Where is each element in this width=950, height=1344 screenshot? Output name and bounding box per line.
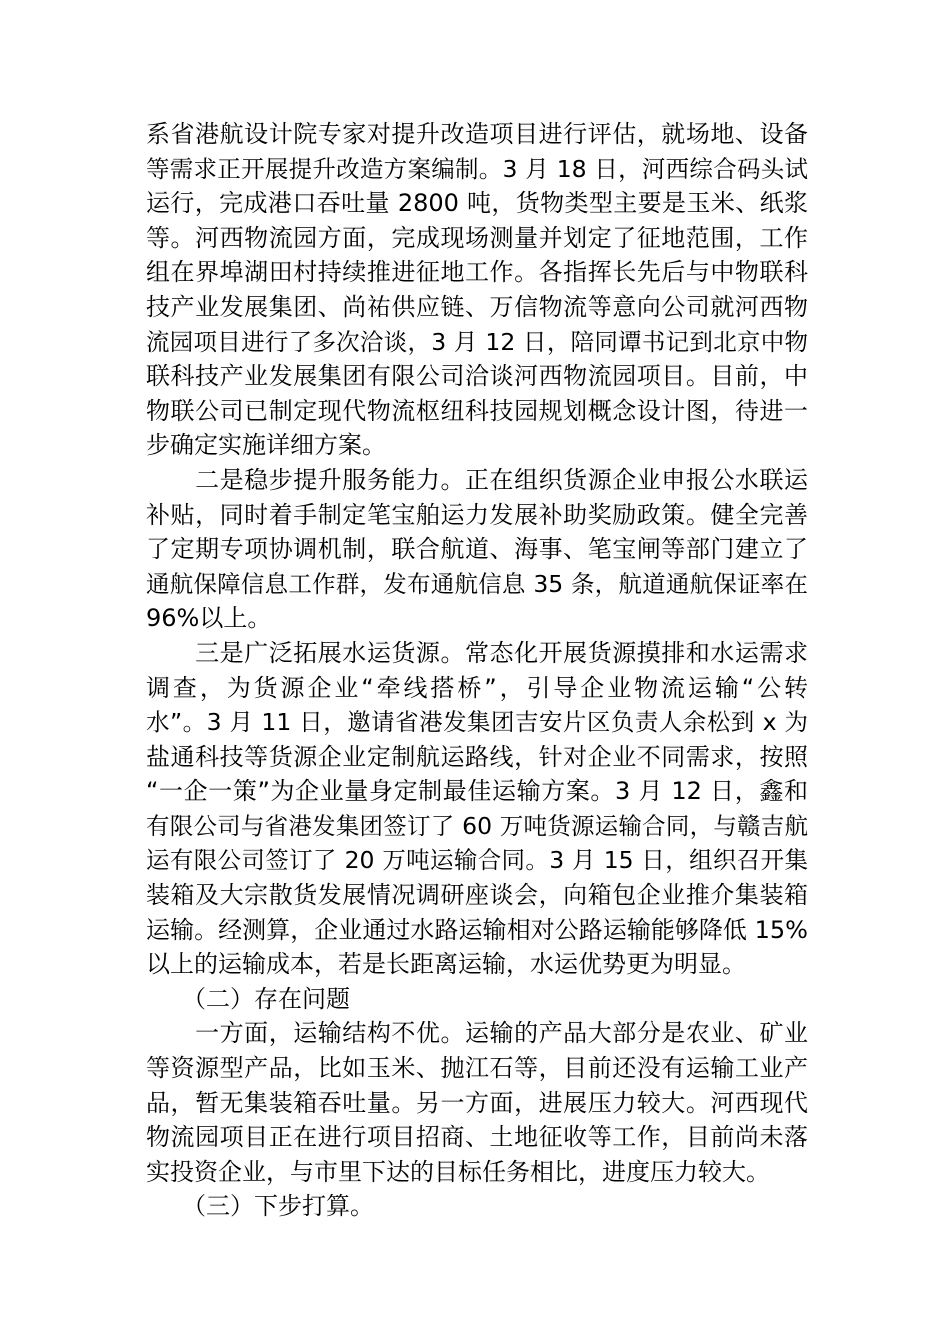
text-line: 调查，为货源企业“牵线搭桥”，引导企业物流运输“公转 [146,673,808,702]
text-line: 流园项目进行了多次洽谈，3 月 12 日，陪同谭书记到北京中物 [146,327,808,356]
text-line: 运行，完成港口吞吐量 2800 吨，货物类型主要是玉米、纸浆 [146,189,808,218]
text-line: 组在界埠湖田村持续推进征地工作。各指挥长先后与中物联科 [146,258,808,287]
text-line: 通航保障信息工作群，发布通航信息 35 条，航道通航保证率在 [146,569,808,598]
text-line: 一方面，运输结构不优。运输的产品大部分是农业、矿业 [146,1019,808,1048]
text-line: 等资源型产品，比如玉米、抛江石等，目前还没有运输工业产 [146,1054,808,1083]
text-line: 等需求正开展提升改造方案编制。3 月 18 日，河西综合码头试 [146,154,808,183]
text-line: 补贴，同时着手制定笔宝舶运力发展补助奖励政策。健全完善 [146,500,808,529]
section-heading: （二）存在问题 [146,984,350,1013]
text-line: 步确定实施详细方案。 [146,431,386,460]
body-text [146,117,808,1224]
text-line: 联科技产业发展集团有限公司洽谈河西物流园项目。目前，中 [146,362,808,391]
text-line: 物流园项目正在进行项目招商、土地征收等工作，目前尚未落 [146,1123,808,1152]
text-line: 装箱及大宗散货发展情况调研座谈会，向箱包企业推介集装箱 [146,881,808,910]
text-line: 技产业发展集团、尚祐供应链、万信物流等意向公司就河西物 [146,292,808,321]
section-heading: （三）下步打算。 [146,1192,374,1221]
text-line: 盐通科技等货源企业定制航运路线，针对企业不同需求，按照 [146,742,808,771]
text-line: 水”。3 月 11 日，邀请省港发集团吉安片区负责人余松到 x 为 [146,708,808,737]
text-line: 运有限公司签订了 20 万吨运输合同。3 月 15 日，组织召开集 [146,846,808,875]
text-line: 三是广泛拓展水运货源。常态化开展货源摸排和水运需求 [146,638,808,667]
text-line: 实投资企业，与市里下达的目标任务相比，进度压力较大。 [146,1157,770,1186]
text-line: 等。河西物流园方面，完成现场测量并划定了征地范围，工作 [146,223,808,252]
text-line: 运输。经测算，企业通过水路运输相对公路运输能够降低 15% [146,915,808,944]
text-line: 以上的运输成本，若是长距离运输，水运优势更为明显。 [146,950,746,979]
text-line: 有限公司与省港发集团签订了 60 万吨货源运输合同，与赣吉航 [146,811,808,840]
text-line: 系省港航设计院专家对提升改造项目进行评估，就场地、设备 [146,120,808,148]
text-line: 物联公司已制定现代物流枢纽科技园规划概念设计图，待进一 [146,396,808,425]
text-line: 二是稳步提升服务能力。正在组织货源企业申报公水联运 [146,465,808,494]
text-line: 了定期专项协调机制，联合航道、海事、笔宝闸等部门建立了 [146,535,808,564]
text-line: “一企一策”为企业量身定制最佳运输方案。3 月 12 日，鑫和 [146,777,808,806]
text-line: 96%以上。 [146,604,272,633]
text-line: 品，暂无集装箱吞吐量。另一方面，进展压力较大。河西现代 [146,1088,808,1117]
